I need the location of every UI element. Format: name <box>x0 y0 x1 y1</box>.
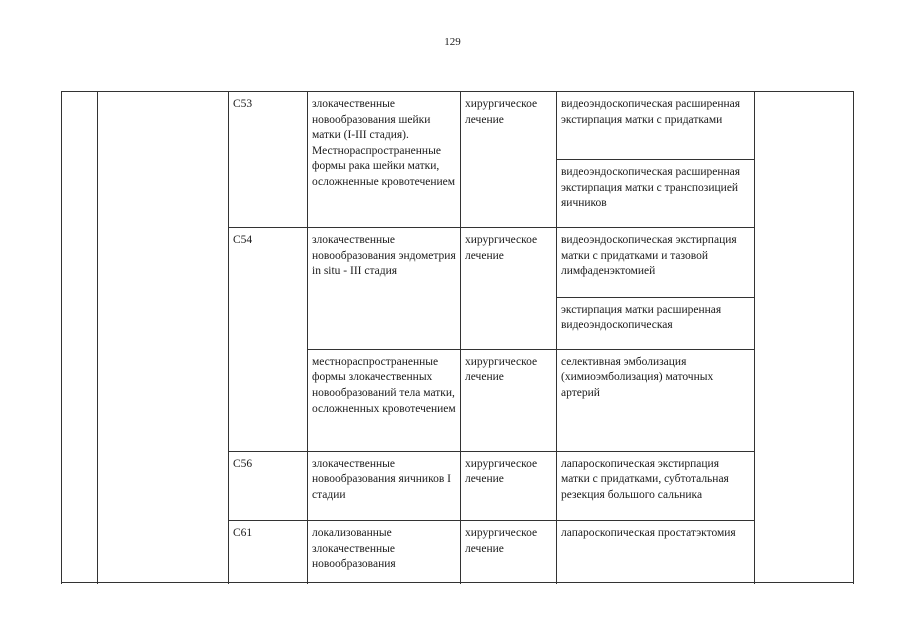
treatment-cell: хирургическое лечение <box>461 228 557 350</box>
diagnosis-cell: злокачественные новообразования шейки матки (I-III стадия). Местнораспространенные формы рака шейки матки, осложненные кровотечением <box>308 92 461 228</box>
diagnosis-cell: местнораспространенные формы злокачественных новообразований тела матки, осложненных кровотечением <box>308 349 461 451</box>
method-cell: лапароскопическая экстирпация матки с придатками, субтотальная резекция большого сальника <box>557 451 755 521</box>
method-cell: селективная эмболизация (химиоэмболизация) маточных артерий <box>557 349 755 451</box>
code-cell: C54 <box>229 228 308 452</box>
method-cell: лапароскопическая простатэктомия <box>557 521 755 583</box>
method-cell: видеоэндоскопическая экстирпация матки с придатками и тазовой лимфаденэктомией <box>557 228 755 298</box>
empty-cell-col1 <box>62 92 98 583</box>
treatment-cell: хирургическое лечение <box>461 451 557 521</box>
medical-care-table <box>61 91 854 583</box>
code-cell: C53 <box>229 92 308 228</box>
page-number: 129 <box>444 36 461 48</box>
treatment-cell: хирургическое лечение <box>461 521 557 583</box>
code-cell: C61 <box>229 521 308 583</box>
empty-cell-col2 <box>98 92 229 583</box>
treatment-cell: хирургическое лечение <box>461 349 557 451</box>
method-cell: экстирпация матки расширенная видеоэндоскопическая <box>557 297 755 349</box>
code-cell: C56 <box>229 451 308 521</box>
table-row <box>62 92 854 160</box>
diagnosis-cell: злокачественные новообразования яичников I стадии <box>308 451 461 521</box>
diagnosis-cell: локализованные злокачественные новообразования <box>308 521 461 583</box>
empty-cell-col7 <box>755 92 854 583</box>
diagnosis-cell: злокачественные новообразования эндометрия in situ - III стадия <box>308 228 461 350</box>
method-cell: видеоэндоскопическая расширенная экстирпация матки с транспозицией яичников <box>557 160 755 228</box>
method-cell: видеоэндоскопическая расширенная экстирпация матки с придатками <box>557 92 755 160</box>
treatment-cell: хирургическое лечение <box>461 92 557 228</box>
